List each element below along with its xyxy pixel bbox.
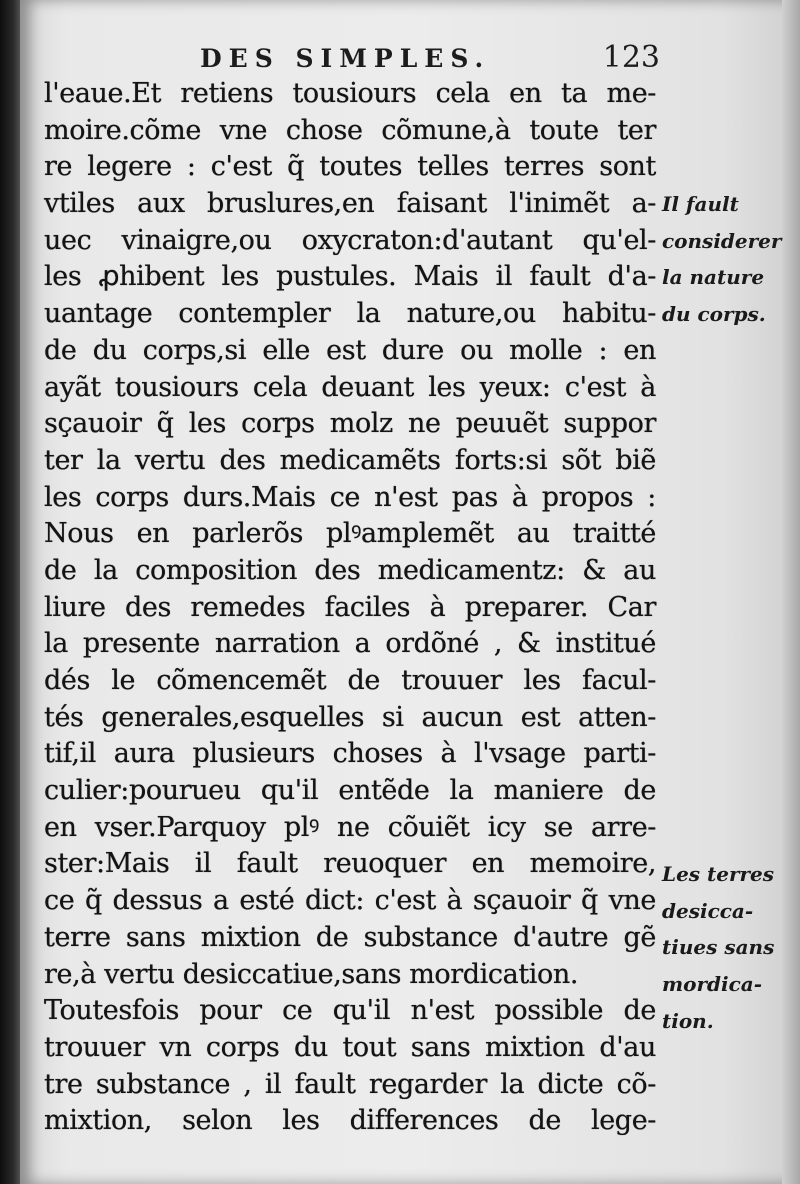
margin-note-line: la nature xyxy=(662,265,765,290)
text-line: tés generales,esquelles si aucun est atten- xyxy=(44,701,656,733)
margin-note-nature-du-corps xyxy=(662,186,781,333)
running-title: DES SIMPLES. xyxy=(200,44,491,73)
text-line: vtiles aux bruslures,en faisant l'inimẽt a- xyxy=(44,188,656,220)
text-line: tre substance , il fault regarder la dicte cõ- xyxy=(44,1068,656,1100)
text-line: en vser.Parquoy plꝰ ne cõuiẽt icy se arre- xyxy=(44,811,656,843)
margin-note-terres-desiccatiues xyxy=(662,856,774,1039)
margin-note-line: tiues sans xyxy=(662,935,775,960)
body-text xyxy=(44,76,656,1140)
text-line: ter la vertu des medicamẽts forts:si sõt biẽ xyxy=(44,444,656,476)
text-line: les corps durs.Mais ce n'est pas à propos : xyxy=(44,481,656,513)
text-line: les ꝓhibent les pustules. Mais il fault d'a- xyxy=(44,261,656,293)
text-line: sçauoir q̃ les corps molz ne peuuẽt suppor xyxy=(44,408,656,440)
margin-note-line: du corps. xyxy=(662,302,766,327)
text-line: re,à vertu desiccatiue,sans mordication. xyxy=(44,958,579,990)
text-line: liure des remedes faciles à preparer. Car xyxy=(44,591,656,623)
text-line: de du corps,si elle est dure ou molle : en xyxy=(44,334,656,366)
text-line: dés le cõmencemẽt de trouuer les facul- xyxy=(44,665,656,696)
margin-note-line: Il fault xyxy=(662,192,739,216)
text-line: ayãt tousiours cela deuant les yeux: c'est à xyxy=(44,371,656,403)
text-line: de la composition des medicamentz: & au xyxy=(44,554,656,586)
text-line: ce q̃ dessus a esté dict: c'est à sçauoir q̃ vne xyxy=(44,885,656,917)
text-line: mixtion, selon les differences de lege- xyxy=(44,1105,656,1137)
text-line: terre sans mixtion de substance d'autre gẽ xyxy=(44,921,656,953)
margin-note-line: tion. xyxy=(662,1008,714,1033)
page-gutter xyxy=(0,0,22,1184)
margin-note-line: considerer xyxy=(662,228,782,253)
text-line: l'eaue.Et retiens tousiours cela en ta me- xyxy=(44,78,656,109)
text-line: re legere : c'est q̃ toutes telles terres sont xyxy=(44,151,656,183)
text-line: moire.cõme vne chose cõmune,à toute ter xyxy=(44,114,656,146)
page-edge xyxy=(782,0,800,1184)
text-line: tif,il aura plusieurs choses à l'vsage parti- xyxy=(44,738,656,770)
text-line: ster:Mais il fault reuoquer en memoire, xyxy=(44,848,656,880)
margin-note-line: desicca- xyxy=(662,898,754,923)
margin-note-line: mordica- xyxy=(662,972,763,997)
text-line: culier:pourueu qu'il entẽde la maniere de xyxy=(44,775,656,807)
text-line: la presente narration a ordõné , & institué xyxy=(44,628,656,660)
text-line: Nous en parlerõs plꝰamplemẽt au traitté xyxy=(44,518,656,550)
page-header xyxy=(200,40,660,76)
text-line: trouuer vn corps du tout sans mixtion d'au xyxy=(44,1031,656,1063)
margin-note-line: Les terres xyxy=(662,862,775,886)
text-line: Toutesfois pour ce qu'il n'est possible de xyxy=(44,995,656,1027)
text-line: uantage contempler la nature,ou habitu- xyxy=(44,298,656,330)
page-number: 123 xyxy=(602,40,660,75)
text-line: uec vinaigre,ou oxycraton:d'autant qu'el- xyxy=(44,224,656,256)
